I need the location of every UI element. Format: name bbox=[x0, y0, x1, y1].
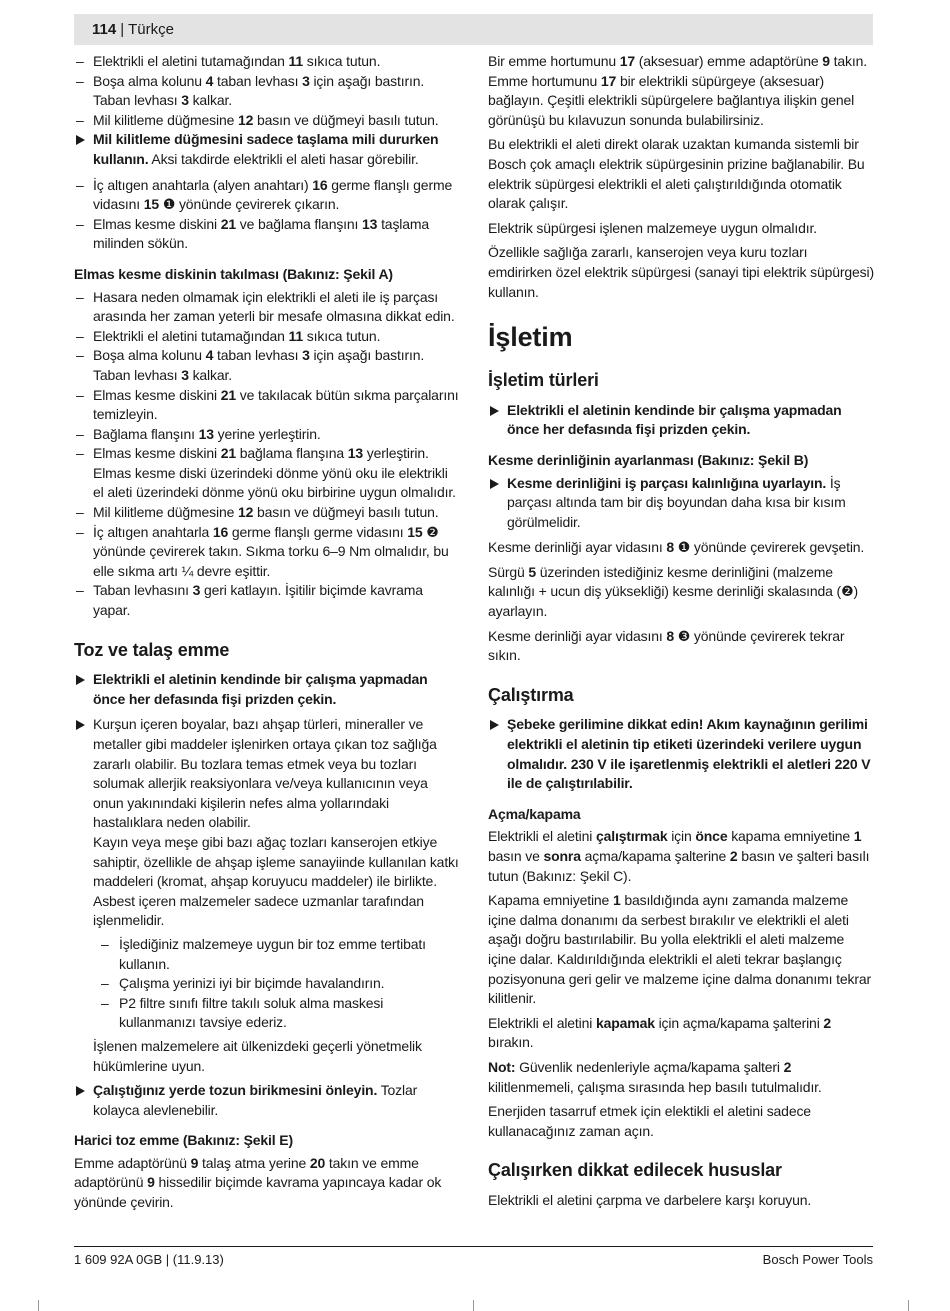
sub-list-item: – İşlediğiniz malzemeye uygun bir toz emme tertibatı kullanın. bbox=[101, 935, 426, 972]
warning-item: Elektrikli el aletinin kendinde bir çalışma yapmadan önce her defasında fişi prizden çekin. bbox=[488, 401, 874, 440]
warning-item: Elektrikli el aletinin kendinde bir çalışma yapmadan önce her defasında fişi prizden çekin. bbox=[74, 670, 460, 709]
header-language: Türkçe bbox=[128, 21, 174, 38]
paragraph: Kayın veya meşe gibi bazı ağaç tozları kanserojen etkiye sahiptir, özellikle de ahşap işleme sanayiinde kullanılan katkı maddeleri (kromat, ahşap koruyucu maddeler) ile birlikte. Asbest içeren malzemeler sadece uzmanlar tarafından işlenmelidir. bbox=[93, 833, 459, 929]
paragraph: Elektrikli el aletini çalıştırmak için önce kapama emniyetine 1 basın ve sonra açma/kapama şalterine 2 basın ve şalteri basılı tutun (Bakınız: Şekil C). bbox=[488, 828, 870, 884]
list-item: – Mil kilitleme düğmesine 12 basın ve düğmeyi basılı tutun. bbox=[76, 504, 439, 521]
paragraph: İşlenen malzemelere ait ülkenizdeki geçerli yönetmelik hükümlerine uyun. bbox=[93, 1037, 422, 1074]
warning-triangle-icon bbox=[76, 720, 85, 730]
warning-triangle-icon bbox=[490, 406, 499, 416]
page-header bbox=[74, 14, 873, 45]
paragraph: Elektrikli el aletini çarpma ve darbelere karşı koruyun. bbox=[488, 1191, 812, 1208]
warning-item: Şebeke gerilimine dikkat edin! Akım kaynağının gerilimi elektrikli el aletinin tip etiketi üzerindeki verilere uygun olmalıdır. 230 V ile işaretlenmiş elektrikli el aletleri 220 V ile de çalıştırılabilir. bbox=[488, 715, 874, 793]
list-item: – Boşa alma kolunu 4 taban levhası 3 için aşağı bastırın. Taban levhası 3 kalkar. bbox=[76, 347, 425, 383]
warning-triangle-icon bbox=[76, 1086, 85, 1096]
section-heading: Harici toz emme (Bakınız: Şekil E) bbox=[74, 1132, 293, 1149]
crop-mark bbox=[38, 1300, 39, 1311]
list-item: – Boşa alma kolunu 4 taban levhası 3 için aşağı bastırın. Taban levhası 3 kalkar. bbox=[76, 72, 425, 109]
warning-triangle-icon bbox=[76, 135, 85, 145]
header-separator: | bbox=[120, 21, 125, 38]
footer-brand: Bosch Power Tools bbox=[762, 1252, 873, 1267]
footer-doc-id: 1 609 92A 0GB | (11.9.13) bbox=[74, 1252, 224, 1267]
crop-mark bbox=[473, 1300, 474, 1311]
section-heading: Toz ve talaş emme bbox=[74, 639, 230, 660]
warning-triangle-icon bbox=[490, 720, 499, 730]
warning-triangle-icon bbox=[490, 479, 499, 489]
chapter-title: İşletim bbox=[488, 322, 573, 353]
footer-rule bbox=[74, 1246, 873, 1247]
warning-item: Mil kilitleme düğmesini sadece taşlama mili dururken kullanın. Aksi takdirde elektrikli el aleti hasar görebilir. bbox=[74, 130, 460, 169]
crop-mark bbox=[908, 1300, 909, 1311]
page-number: 114 bbox=[92, 21, 117, 38]
right-column bbox=[488, 52, 874, 1216]
paragraph: Özellikle sağlığa zararlı, kanserojen veya kuru tozları emdirirken özel elektrik süpürgesi (sanayi tipi elektrik süpürgesi) kullanın. bbox=[488, 244, 874, 300]
section-heading: İşletim türleri bbox=[488, 370, 599, 391]
paragraph: Kesme derinliği ayar vidasını 8 ❶ yönünde çevirerek gevşetin. bbox=[488, 539, 865, 556]
paragraph: Elektrik süpürgesi işlenen malzemeye uygun olmalıdır. bbox=[488, 219, 817, 236]
paragraph: Sürgü 5 üzerinden istediğiniz kesme derinliğini (malzeme kalınlığı + ucun diş yüksekliği) kesme derinliği skalasında (❷) ayarlayın. bbox=[488, 563, 858, 620]
list-item: – Bağlama flanşını 13 yerine yerleştirin. bbox=[76, 425, 321, 442]
warning-item: Kesme derinliğini iş parçası kalınlığına uyarlayın. İş parçası altında tam bir diş boyundan daha kısa bir kısım görülmelidir. bbox=[488, 474, 874, 533]
list-item: – Elmas kesme diskini 21 bağlama flanşına 13 yerleştirin. Elmas kesme diski üzerindeki dönme yönü oku ile elektrikli el aleti üzerindeki dönme yönü oku birbirine uygun olmalıdır. bbox=[76, 445, 456, 501]
section-heading: Elmas kesme diskinin takılması (Bakınız: Şekil A) bbox=[74, 265, 393, 282]
paragraph: Kesme derinliği ayar vidasını 8 ❸ yönünde çevirerek tekrar sıkın. bbox=[488, 627, 845, 664]
paragraph: Bu elektrikli el aleti direkt olarak uzaktan kumanda sistemli bir Bosch çok amaçlı elektrik süpürgesinin prizine bağlanabilir. Bu elektrik süpürgesi elektrikli el aleti çalıştırıldığında otomatik olarak çalışır. bbox=[488, 136, 865, 212]
list-item: – İç altıgen anahtarla (alyen anahtarı) 16 germe flanşlı germe vidasını 15 ❶ yönünde çevirerek çıkarın. bbox=[76, 176, 453, 213]
list-item: – Elmas kesme diskini 21 ve bağlama flanşını 13 taşlama milinden sökün. bbox=[76, 215, 430, 252]
paragraph: Enerjiden tasarruf etmek için elektikli el aletini sadece kullanacağınız zaman açın. bbox=[488, 1103, 811, 1139]
list-item: – Elmas kesme diskini 21 ve takılacak bütün sıkma parçalarını temizleyin. bbox=[76, 386, 459, 423]
list-item: – Taban levhasını 3 geri katlayın. İşitilir biçimde kavrama yapar. bbox=[76, 582, 423, 619]
paragraph: Not: Güvenlik nedenleriyle açma/kapama şalteri 2 kilitlenmemeli, çalışma sırasında hep basılı tutulmalıdır. bbox=[488, 1058, 822, 1095]
section-heading: Çalışırken dikkat edilecek hususlar bbox=[488, 1160, 782, 1181]
list-item: – Elektrikli el aletini tutamağından 11 sıkıca tutun. bbox=[76, 327, 381, 344]
paragraph: Bir emme hortumunu 17 (aksesuar) emme adaptörüne 9 takın. Emme hortumunu 17 bir elektrikli süpürgeye (aksesuar) bağlayın. Çeşitli elektrikli süpürgelere bağlantıya ilişkin genel görünüşü bu kılavuzun sonunda bulabilirsiniz. bbox=[488, 53, 868, 128]
list-item: – Elektrikli el aletini tutamağından 11 sıkıca tutun. bbox=[76, 53, 381, 69]
paragraph: Kapama emniyetine 1 basıldığında aynı zamanda malzeme içine dalma donanımı da serbest bırakılır ve elektrikli el aleti aşağı doğru bastırılabilir. Bu yolla elektrikli el aleti malzeme içine dalar. Kaldırıldığında elektrikli el aleti tekrar başlangıç pozisyonuna geri gelir ve malzeme içine dalma donanımı tekrar kilitlenir. bbox=[488, 892, 872, 1007]
section-heading: Açma/kapama bbox=[488, 805, 581, 822]
sub-list-item: – Çalışma yerinizi iyi bir biçimde havalandırın. bbox=[101, 975, 385, 992]
left-column bbox=[74, 52, 460, 1218]
paragraph: Emme adaptörünü 9 talaş atma yerine 20 takın ve emme adaptörünü 9 hissedilir biçimde kavrama yapıncaya kadar ok yönünde çevirin. bbox=[74, 1154, 442, 1211]
warning-item: Kurşun içeren boyalar, bazı ahşap türleri, mineraller ve metaller gibi maddeler işlenirken ortaya çıkan toz sağlığa zararlı olabilir. Bu tozlara temas etmek veya bu tozları solumak allerjik reaksiyonlara ve/veya kullanıcının veya onun yakınındaki kişilerin nefes alma yollarındaki hastalıklara neden olabilir. bbox=[74, 715, 460, 833]
list-item: – Hasara neden olmamak için elektrikli el aleti ile iş parçası arasında her zaman yeterli bir mesafe olmasına dikkat edin. bbox=[76, 288, 455, 325]
paragraph: Elektrikli el aletini kapamak için açma/kapama şalterini 2 bırakın. bbox=[488, 1014, 832, 1051]
warning-triangle-icon bbox=[76, 675, 85, 685]
warning-item: Çalıştığınız yerde tozun birikmesini önleyin. Tozlar kolayca alevlenebilir. bbox=[74, 1081, 460, 1120]
sub-list-item: – P2 filtre sınıfı filtre takılı soluk alma maskesi kullanmanızı tavsiye ederiz. bbox=[101, 994, 384, 1031]
list-item: – İç altıgen anahtarla 16 germe flanşlı germe vidasını 15 ❷ yönünde çevirerek takın. Sıkma torku 6–9 Nm olmalıdır, bu elle sıkma artı ¼ devre eşittir. bbox=[76, 523, 449, 579]
section-heading: Kesme derinliğinin ayarlanması (Bakınız: Şekil B) bbox=[488, 451, 809, 468]
list-item: – Mil kilitleme düğmesine 12 basın ve düğmeyi basılı tutun. bbox=[76, 111, 439, 128]
section-heading: Çalıştırma bbox=[488, 684, 574, 705]
